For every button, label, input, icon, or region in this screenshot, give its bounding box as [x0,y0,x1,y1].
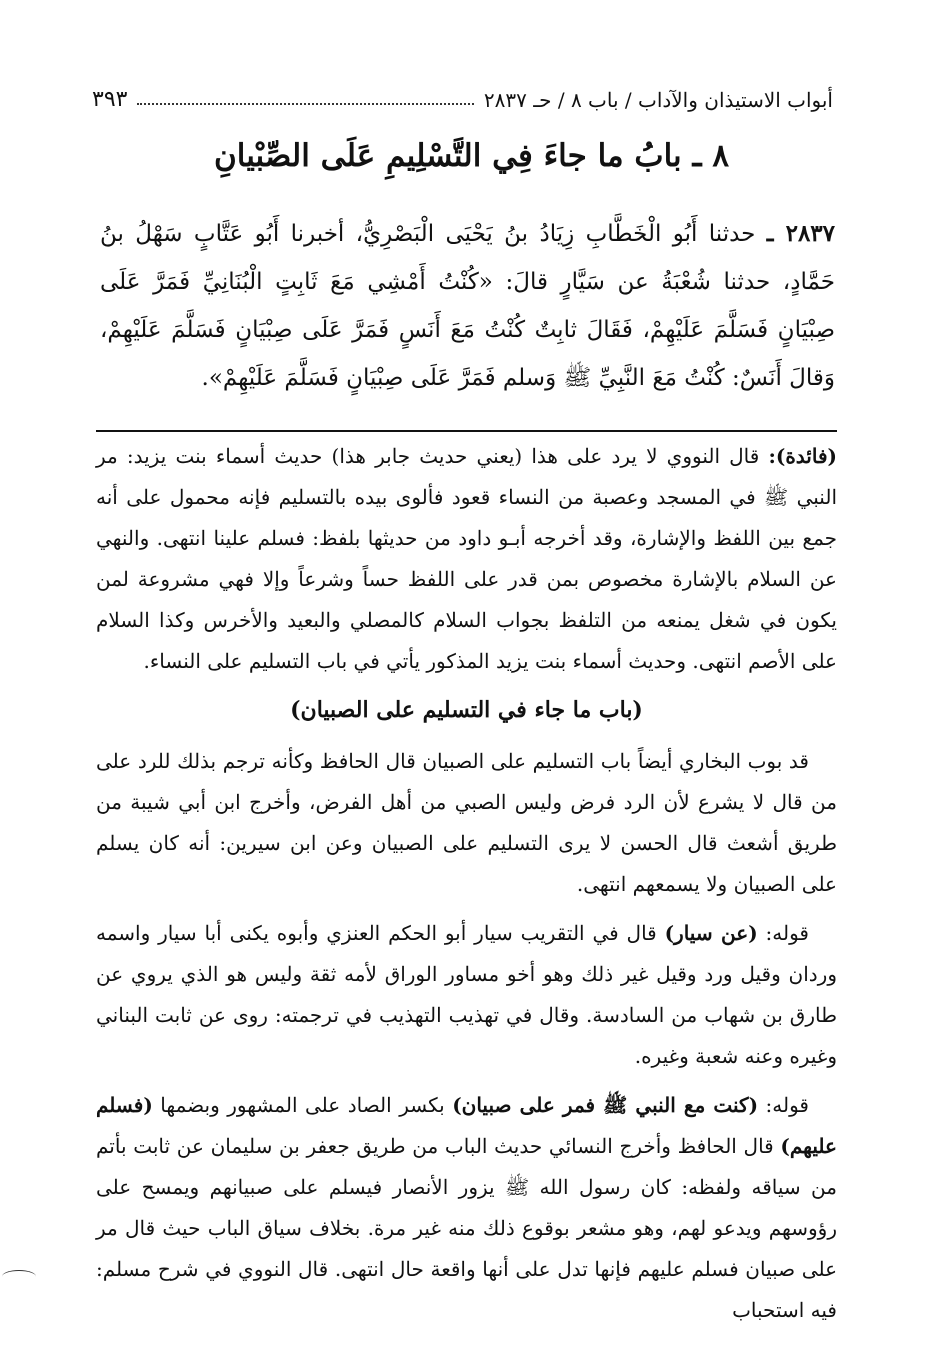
commentary-paragraph-3 [96,1085,837,1331]
commentary-paragraph-2 [96,913,837,1077]
hadith-text [100,210,835,402]
qawluhu-label: قوله: [758,1093,809,1117]
paragraph-text: قال في التقريب سيار أبو الحكم العنزي وأبوه يكنى أبا سيار واسمه وردان وقيل ورد وقيل غير ذلك وهو أخو مساور الوراق لأمه ثقة وليس هو الذي يروي عن طارق بن شهاب من السادسة. وقال في تهذيب التهذيب في ترجمته: روى عن ثابت البناني وغيره وعنه شعبة وغيره. [96,921,837,1068]
separator-rule [96,430,837,432]
leader-dots [137,103,473,105]
faida-label: (فائدة): [768,444,837,468]
faida-text: قال النووي لا يرد على هذا (يعني حديث جابر هذا) حديث أسماء بنت يزيد: مر النبي ﷺ في المسجد وعصبة من النساء قعود فألوى بيده بالتسليم فإنه محمول على أنه جمع بين اللفظ والإشارة، وقد أخرجه أبـو داود من حديثها بلفظ: فسلم علينا انتهى. والنهي عن السلام بالإشارة مخصوص بمن قدر على اللفظ حساً وشرعاً وإلا فهي مشروعة لمن يكون في شغل يمنعه من التلفظ بجواب السلام كالمصلي والبعيد والأخرس وكذا السلام على الأصم انتهى. وحديث أسماء بنت يزيد المذكور يأتي في باب التسليم على النساء. [96,444,837,673]
page-header [92,78,833,112]
paragraph-text: قال الحافظ وأخرج النسائي حديث الباب من طريق جعفر بن سليمان عن ثابت بأتم من سياقه ولفظه: كان رسول الله ﷺ يزور الأنصار فيسلم على صبيانهم ويمسح على رؤوسهم ويدعو لهم، وهو مشعر بوقوع ذلك منه غير مرة. بخلاف سياق الباب حيث قال مر على صبيان فسلم عليهم فإنها تدل على أنها واقعة حال انتهى. قال النووي في شرح مسلم: فيه استحباب [96,1134,838,1322]
quoted-phrase: (عن سيار) [664,921,758,945]
paragraph-text: بكسر الصاد على المشهور وبضمها [152,1093,453,1117]
quoted-phrase: (فسلم عليهم) [96,1093,837,1158]
faida-paragraph [96,436,837,682]
running-title: أبواب الاستيذان والآداب / باب ٨ / حـ ٢٨٣٧ [483,88,833,112]
quoted-phrase: (كنت مع النبي ﷺ فمر على صبيان) [452,1093,759,1117]
hadith-number: ٢٨٣٧ ـ [766,220,836,247]
commentary [96,436,837,1331]
hadith-body: حدثنا أَبُو الْخَطَّابِ زِيَادُ بنُ يَحْيَى الْبَصْرِيُّ، أخبرنا أَبُو عَتَّابٍ سَهْلُ بنُ حَمَّادٍ، حدثنا شُعْبَةُ عن سَيَّارٍ قالَ: «كُنْتُ أَمْشِي مَعَ ثَابِتٍ الْبُنَانِيِّ فَمَرَّ عَلَى صِبْيَانٍ فَسَلَّمَ عَلَيْهِمْ، فَقَالَ ثابِتٌ كُنْتُ مَعَ أَنَسٍ فَمَرَّ عَلَى صِبْيَانٍ فَسَلَّمَ عَلَيْهِمْ، وَقالَ أَنَسٌ: كُنْتُ مَعَ النَّبِيِّ ﷺ وَسلم فَمَرَّ عَلَى صِبْيَانٍ فَسَلَّمَ عَلَيْهِمْ». [100,221,835,391]
page-number: ٣٩٣ [92,87,128,112]
section-heading: (باب ما جاء في التسليم على الصبيان) [290,697,643,723]
commentary-paragraph-1: قد بوب البخاري أيضاً باب التسليم على الصبيان قال الحافظ وكأنه ترجم بذلك للرد على من قال لا يشرع لأن الرد فرض وليس الصبي من أهل الفرض، وأخرج ابن أبي شيبة من طريق أشعث قال الحسن لا يرى التسليم على الصبيان وعن ابن سيرين: أنه كان يسلم على الصبيان ولا يسمعهم انتهى. [96,749,837,896]
qawluhu-label: قوله: [757,921,809,945]
margin-mark [2,1270,36,1283]
chapter-title: ٨ ـ بابُ ما جاءَ فِي التَّسْلِيمِ عَلَى الصِّبْيانِ [213,138,729,174]
